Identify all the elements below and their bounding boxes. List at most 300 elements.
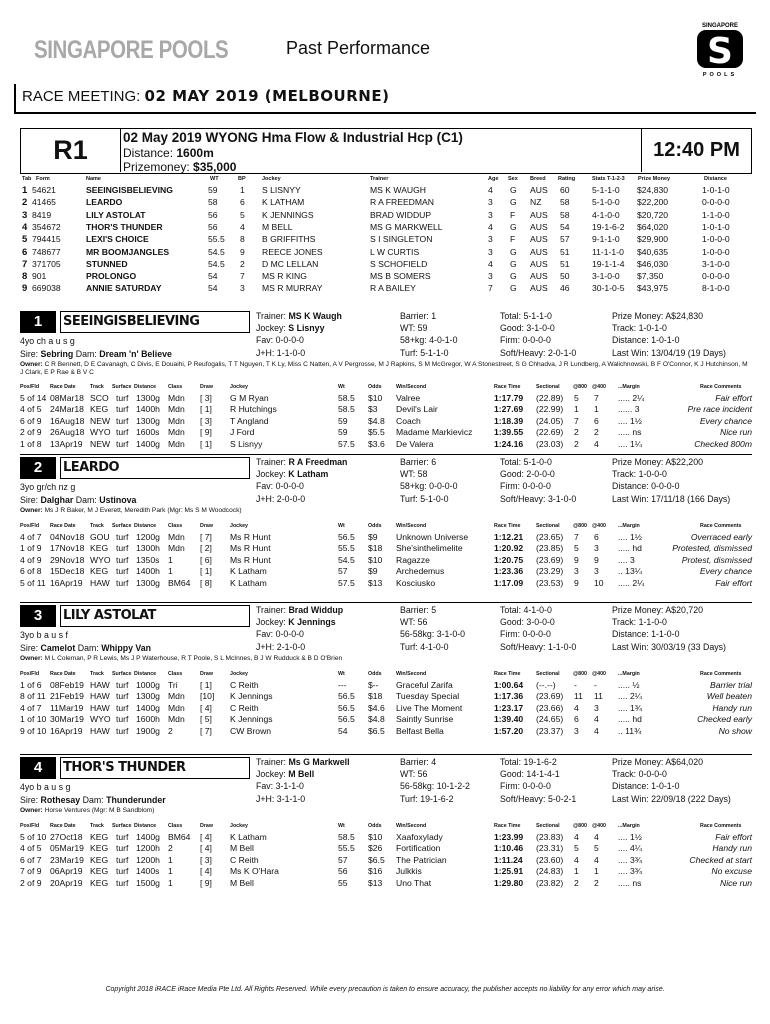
form-cell: Ms R Hunt <box>230 532 271 542</box>
barrier: Barrier: 4 <box>400 757 437 767</box>
pf-header-cell: Distance <box>134 671 157 677</box>
pf-header <box>20 521 752 532</box>
form-cell: 4 <box>574 854 579 865</box>
field-cell: 3 <box>488 246 493 257</box>
pf-header-cell: Win/Second <box>396 671 427 677</box>
form-cell: Julkkis <box>396 866 422 877</box>
form-cell: Checked at start <box>689 854 752 865</box>
form-cell: 1400s <box>136 866 160 877</box>
form-cell: Mdn <box>168 438 185 449</box>
form-cell: 1600s <box>136 427 160 438</box>
form-cell: 27Oct18 <box>50 832 83 842</box>
total-stats: Total: 5-1-0-0 <box>500 457 552 467</box>
form-cell: Protest, dismissed <box>681 554 752 565</box>
horse-card <box>20 757 752 907</box>
form-row <box>20 843 752 854</box>
form-cell: CW Brown <box>230 725 272 736</box>
field-cell: 54.5 <box>208 258 225 269</box>
field-cell: MS R KING <box>262 271 307 282</box>
field-cell: BRAD WIDDUP <box>370 209 432 220</box>
field-cell: $29,900 <box>637 234 669 245</box>
form-cell: R Hutchings <box>230 404 277 415</box>
form-cell: Pre race incident <box>687 404 752 415</box>
form-cell: (23.85) <box>536 543 564 554</box>
horse-description: 3yo b a u s f <box>20 630 68 640</box>
field-cell: 3 <box>488 209 493 220</box>
field-header-7: Age <box>488 176 499 182</box>
field-cell: 9-1-1-0 <box>592 234 620 245</box>
form-cell: 1300g <box>136 415 160 426</box>
pf-header-cell: Draw <box>200 523 213 529</box>
pf-header-cell: Class <box>168 823 183 829</box>
weight-range-stats: 58+kg: 0-0-0-0 <box>400 481 458 491</box>
field-cell: LILY ASTOLAT <box>86 209 146 220</box>
form-cell: .... 3¾ <box>618 866 642 877</box>
form-cell: 6 of 8 <box>20 566 42 577</box>
form-cell: [ 5] <box>200 714 212 725</box>
field-cell: 6 <box>240 197 245 208</box>
field-cell: 1-0-0-0 <box>702 234 730 245</box>
form-cell: Handy run <box>712 702 752 713</box>
form-cell: The Patrician <box>396 854 447 865</box>
form-cell: 54 <box>338 725 348 736</box>
form-cell: $9 <box>368 566 378 577</box>
form-cell: .. 11¾ <box>618 725 642 736</box>
form-cell: M Bell <box>230 843 254 854</box>
form-cell: WYO <box>90 714 111 725</box>
field-cell: 5 <box>240 209 245 220</box>
field-header-3: WT <box>210 176 219 182</box>
form-row <box>20 855 752 866</box>
form-cell: 1 <box>168 554 173 565</box>
pf-header-cell: Race Time <box>494 823 521 829</box>
pf-header-cell: Class <box>168 671 183 677</box>
field-cell: $24,830 <box>637 185 669 195</box>
race-number: R1 <box>21 129 121 172</box>
field-cell: 57 <box>560 234 570 245</box>
field-cell: G <box>510 197 517 208</box>
field-cell: K LATHAM <box>262 197 305 208</box>
horse-number: 2 <box>20 457 56 479</box>
field-cell: 4 <box>22 221 28 233</box>
form-cell: 10 <box>594 577 604 588</box>
soft-stats: Soft/Heavy: 5-0-2-1 <box>500 794 577 804</box>
prize-money: Prize Money: A$22,200 <box>612 457 703 467</box>
form-cell: 9 <box>574 577 579 588</box>
form-cell: Well beaten <box>706 691 752 702</box>
field-cell: $22,200 <box>637 197 669 208</box>
form-cell: Ms R Hunt <box>230 543 271 554</box>
field-cell: 3-1-0-0 <box>702 258 730 269</box>
trainer: Trainer: Brad Widdup <box>256 605 344 615</box>
horse-description: 3yo gr/ch nz g <box>20 482 76 492</box>
pf-header-cell: Race Date <box>50 523 76 529</box>
form-row <box>20 866 752 877</box>
form-cell: 1400h <box>136 404 160 415</box>
pf-header-cell: Sectional <box>536 823 560 829</box>
form-cell: $4.8 <box>368 714 385 725</box>
form-cell: 4 <box>574 702 579 713</box>
pf-header-cell: Jockey <box>230 384 248 390</box>
weight-range-stats: 58+kg: 4-0-1-0 <box>400 335 458 345</box>
form-cell: 2 <box>574 427 579 438</box>
field-cell: 3 <box>488 234 493 245</box>
form-cell: $3 <box>368 404 378 415</box>
turf-stats: Turf: 5-1-0-0 <box>400 494 449 504</box>
form-cell: Unknown Universe <box>396 532 469 542</box>
field-cell: 58 <box>208 197 218 208</box>
form-cell: 59 <box>338 415 348 426</box>
form-cell: KEG <box>90 543 109 554</box>
form-cell: Fair effort <box>715 832 752 842</box>
field-header-0: Tab <box>22 176 32 182</box>
track-stats: Track: 1-0-0-0 <box>612 469 667 479</box>
jockey: Jockey: K Jennings <box>256 617 336 627</box>
form-cell: (23.82) <box>536 877 564 888</box>
form-cell: 4 <box>594 714 599 725</box>
pf-header-cell: Pos/Fld <box>20 671 40 677</box>
form-cell: 13Apr19 <box>50 438 83 449</box>
form-cell: 3 <box>594 543 599 554</box>
race-distance: Distance: 1600m <box>123 146 214 160</box>
form-cell: 1:18.39 <box>494 415 524 426</box>
field-cell: 0-0-0-0 <box>702 271 730 282</box>
form-cell: 17Nov18 <box>50 543 85 554</box>
field-cell: AUS <box>530 258 548 269</box>
field-cell: G <box>510 271 517 282</box>
pf-header-cell: Pos/Fld <box>20 384 40 390</box>
form-cell: Valree <box>396 393 421 403</box>
pf-header-cell: Odds <box>368 671 382 677</box>
prize-money: Prize Money: A$20,720 <box>612 605 703 615</box>
pf-header-cell: Distance <box>134 523 157 529</box>
form-cell: Fair effort <box>715 577 752 588</box>
race-meeting-value: 02 MAY 2019 (MELBOURNE) <box>144 87 390 105</box>
jh-stats: J+H: 2-0-0-0 <box>256 494 306 504</box>
field-cell: MS R MURRAY <box>262 283 323 294</box>
good-stats: Good: 3-0-0-0 <box>500 617 555 627</box>
form-cell: 1400g <box>136 832 160 842</box>
field-cell: 4 <box>488 185 493 195</box>
form-row <box>20 680 752 691</box>
form-cell: ..... 2¼ <box>618 577 645 588</box>
field-header-4: BP <box>238 176 246 182</box>
race-header <box>20 128 752 174</box>
field-cell: 56 <box>208 209 218 220</box>
field-cell: 4 <box>240 221 245 232</box>
form-cell: 1 <box>574 404 579 415</box>
form-cell: .... 3¾ <box>618 854 642 865</box>
form-cell: KEG <box>90 566 109 577</box>
field-cell: $40,635 <box>637 246 669 257</box>
form-cell: Mdn <box>168 393 185 403</box>
pf-header-cell: @400 <box>592 523 607 529</box>
field-cell: 669038 <box>32 283 61 294</box>
fav-stats: Fav: 0-0-0-0 <box>256 335 304 345</box>
form-cell: Tuesday Special <box>396 691 460 702</box>
form-cell: (23.83) <box>536 832 564 842</box>
form-cell: K Jennings <box>230 714 273 725</box>
form-cell: 1 <box>594 404 599 415</box>
form-cell: 6 <box>574 714 579 725</box>
form-cell: turf <box>116 702 129 713</box>
pf-header-cell: @400 <box>592 823 607 829</box>
form-cell: 1 <box>168 566 173 577</box>
form-cell: 5 <box>574 843 579 854</box>
pf-header <box>20 382 752 393</box>
form-cell: 11 <box>594 691 603 702</box>
form-cell: 1:39.40 <box>494 714 524 725</box>
form-cell: Uno That <box>396 877 432 888</box>
firm-stats: Firm: 0-0-0-0 <box>500 335 551 345</box>
field-cell: S LISNYY <box>262 185 301 195</box>
form-cell: [ 3] <box>200 854 212 865</box>
form-cell: 08Feb19 <box>50 680 84 690</box>
form-cell: WYO <box>90 427 111 438</box>
form-cell: 11 <box>574 691 583 702</box>
field-cell: 54621 <box>32 185 56 195</box>
field-cell: G <box>510 258 517 269</box>
pf-header-cell: Track <box>90 823 104 829</box>
form-cell: 4 <box>594 438 599 449</box>
form-cell: 1350s <box>136 554 160 565</box>
turf-stats: Turf: 19-1-6-2 <box>400 794 454 804</box>
last-win: Last Win: 13/04/19 (19 Days) <box>612 348 726 358</box>
form-cell: 16Aug18 <box>50 415 85 426</box>
form-cell: 30Mar19 <box>50 714 84 725</box>
form-cell: J Ford <box>230 427 255 438</box>
form-cell: 55 <box>338 877 348 888</box>
field-cell: AUS <box>530 209 548 220</box>
singapore-pools-logo <box>693 20 747 78</box>
form-cell: $4.6 <box>368 702 385 713</box>
field-cell: 50 <box>560 271 570 282</box>
form-cell: turf <box>116 854 129 865</box>
field-cell: 7 <box>240 271 245 282</box>
form-cell: turf <box>116 843 129 854</box>
jh-stats: J+H: 2-1-0-0 <box>256 642 306 652</box>
form-cell: turf <box>116 691 129 702</box>
form-cell: 1400g <box>136 438 160 449</box>
form-cell: 1300h <box>136 543 160 554</box>
brand-title: SINGAPORE POOLS <box>34 36 229 64</box>
field-cell: 3 <box>240 283 245 294</box>
trainer: Trainer: MS K Waugh <box>256 311 342 321</box>
form-cell: [ 1] <box>200 566 212 577</box>
form-row <box>20 555 752 566</box>
form-cell: Protested, dismissed <box>672 543 752 554</box>
form-cell: (23.29) <box>536 566 564 577</box>
form-cell: $10 <box>368 554 383 565</box>
form-cell: 1:20.92 <box>494 543 524 554</box>
form-cell: 1 of 8 <box>20 438 42 449</box>
form-cell: .... 3 <box>618 554 635 565</box>
form-cell: 3 <box>594 566 599 577</box>
form-cell: 5 <box>574 543 579 554</box>
form-cell: 05Mar19 <box>50 843 84 854</box>
form-cell: turf <box>116 393 129 403</box>
form-cell: 1:24.16 <box>494 438 524 449</box>
form-cell: 06Apr19 <box>50 866 83 877</box>
field-cell: G <box>510 246 517 257</box>
form-cell: 1:27.69 <box>494 404 524 415</box>
form-cell: No show <box>718 725 752 736</box>
form-cell: 58.5 <box>338 404 355 415</box>
field-cell: S SCHOFIELD <box>370 258 428 269</box>
form-cell: WYO <box>90 554 111 565</box>
field-cell: 59 <box>208 185 218 195</box>
field-cell: 3 <box>22 209 28 221</box>
form-cell: HAW <box>90 702 110 713</box>
field-cell: M BELL <box>262 221 293 232</box>
form-cell: (23.37) <box>536 725 564 736</box>
pf-header-cell: Draw <box>200 823 213 829</box>
form-cell: BM64 <box>168 577 191 588</box>
form-cell: 21Feb19 <box>50 691 84 702</box>
weight: WT: 59 <box>400 323 428 333</box>
form-cell: .... 4¼ <box>618 843 642 854</box>
sire-dam: Sire: Rothesay Dam: Thunderunder <box>20 795 166 805</box>
field-cell: 19-1-1-4 <box>592 258 625 269</box>
soft-stats: Soft/Heavy: 2-0-1-0 <box>500 348 577 358</box>
good-stats: Good: 3-1-0-0 <box>500 323 555 333</box>
form-cell: turf <box>116 554 129 565</box>
form-cell: [ 4] <box>200 866 212 877</box>
horse-card <box>20 311 752 461</box>
field-cell: 3 <box>488 271 493 282</box>
field-header-8: Sex <box>508 176 518 182</box>
form-cell: SCO <box>90 393 109 403</box>
soft-stats: Soft/Heavy: 1-1-0-0 <box>500 642 577 652</box>
pf-header-cell: Race Date <box>50 671 76 677</box>
field-cell: G <box>510 185 517 195</box>
jockey: Jockey: S Lisnyy <box>256 323 325 333</box>
form-cell: 2 of 9 <box>20 427 42 438</box>
form-cell: Mdn <box>168 691 185 702</box>
pf-header-cell: Sectional <box>536 523 560 529</box>
jh-stats: J+H: 3-1-1-0 <box>256 794 306 804</box>
form-cell: BM64 <box>168 832 191 842</box>
form-cell: De Valera <box>396 438 434 449</box>
form-cell: 2 <box>594 877 599 888</box>
pf-header-cell: Race Comments <box>700 384 742 390</box>
form-cell: 1000g <box>136 680 160 690</box>
total-stats: Total: 19-1-6-2 <box>500 757 557 767</box>
form-cell: GOU <box>90 532 110 542</box>
field-cell: 58 <box>560 197 570 208</box>
form-cell: 1:11.24 <box>494 854 523 865</box>
field-cell: 58 <box>560 209 570 220</box>
field-cell: PROLONGO <box>86 271 137 282</box>
field-cell: $20,720 <box>637 209 669 220</box>
field-cell: 354672 <box>32 221 61 232</box>
form-cell: 57 <box>338 566 348 577</box>
copyright-footer: Copyright 2018 iRACE iRace Media Pte Ltd. All Rights Reserved. While every precaution is taken to ensure accuracy, the publisher accepts no liability for any error which may arise. <box>105 986 665 993</box>
form-cell: (22.99) <box>536 404 564 415</box>
form-cell: $-- <box>368 680 379 690</box>
pf-header-cell: ...Margin <box>618 671 640 677</box>
barrier: Barrier: 1 <box>400 311 437 321</box>
field-cell: 1-0-1-0 <box>702 185 730 195</box>
field-cell: 9 <box>240 246 245 257</box>
field-cell: 41465 <box>32 197 56 208</box>
field-cell: AUS <box>530 283 548 294</box>
field-cell: 56 <box>208 221 218 232</box>
race-meeting <box>22 87 389 105</box>
form-cell: Kosciusko <box>396 577 436 588</box>
field-cell: 1 <box>240 185 245 195</box>
form-cell: 4 of 9 <box>20 554 42 565</box>
pf-header-cell: Wt <box>338 523 345 529</box>
pf-header-cell: Surface <box>112 523 132 529</box>
form-cell: 3 <box>594 702 599 713</box>
form-cell: turf <box>116 832 129 842</box>
form-cell: 4 <box>574 832 579 842</box>
pf-header-cell: Surface <box>112 671 132 677</box>
form-cell: Every chance <box>699 566 752 577</box>
race-time: 12:40 PM <box>641 129 751 172</box>
form-cell: M Bell <box>230 877 254 888</box>
form-cell: Handy run <box>712 843 752 854</box>
horse-number: 3 <box>20 605 56 627</box>
field-header-10: Rating <box>558 176 576 182</box>
form-cell: K Latham <box>230 832 267 842</box>
form-cell: C Reith <box>230 854 259 865</box>
horse-name: THOR'S THUNDER <box>60 757 250 779</box>
form-cell: --- <box>338 680 347 690</box>
form-cell: KEG <box>90 877 109 888</box>
form-cell: Checked early <box>697 714 752 725</box>
form-cell: Nice run <box>720 877 752 888</box>
horse-card <box>20 605 752 755</box>
field-cell: LEARDO <box>86 197 123 208</box>
form-row <box>20 878 752 889</box>
form-cell: 57 <box>338 854 348 865</box>
field-header-6: Trainer <box>370 176 389 182</box>
field-cell: THOR'S THUNDER <box>86 221 163 232</box>
weight: WT: 58 <box>400 469 428 479</box>
trainer: Trainer: Ms G Markwell <box>256 757 350 767</box>
form-cell: 55.5 <box>338 543 355 554</box>
pf-header-cell: @800 <box>573 523 588 529</box>
field-cell: 371705 <box>32 258 61 269</box>
field-cell: B GRIFFITHS <box>262 234 316 245</box>
form-cell: $6.5 <box>368 854 385 865</box>
pf-header-cell: Win/Second <box>396 823 427 829</box>
pf-header-cell: Track <box>90 384 104 390</box>
form-cell: 29Nov18 <box>50 554 85 565</box>
form-cell: - <box>574 680 577 690</box>
form-cell: .... 2¼ <box>618 691 642 702</box>
form-cell: 1400h <box>136 566 160 577</box>
pf-header-cell: Race Comments <box>700 523 742 529</box>
form-cell: G M Ryan <box>230 393 269 403</box>
form-cell: Fair effort <box>715 393 752 403</box>
field-cell: 0-0-0-0 <box>702 197 730 208</box>
field-row <box>22 271 752 283</box>
field-cell: REECE JONES <box>262 246 323 257</box>
form-cell: turf <box>116 438 129 449</box>
pf-header-cell: Race Time <box>494 384 521 390</box>
pf-header-cell: Sectional <box>536 671 560 677</box>
field-cell: 54 <box>560 221 570 232</box>
field-cell: R A FREEDMAN <box>370 197 434 208</box>
field-cell: $7,350 <box>637 271 664 282</box>
pf-header <box>20 669 752 680</box>
pf-header-cell: Distance <box>134 823 157 829</box>
field-cell: R A BAILEY <box>370 283 416 294</box>
weight: WT: 56 <box>400 617 428 627</box>
